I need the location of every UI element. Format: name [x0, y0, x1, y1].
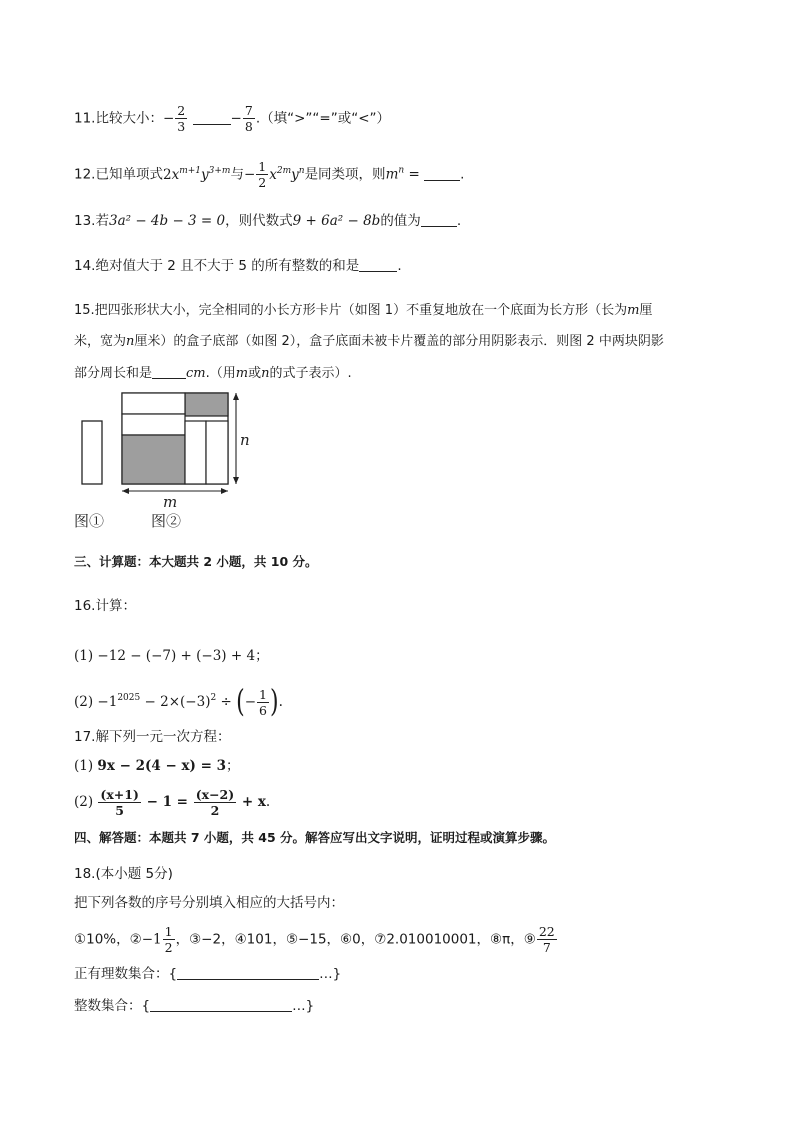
- q12-text: 是同类项，则: [304, 166, 386, 183]
- q11-fraction-2: [243, 104, 255, 133]
- q17-p1-label: (1): [74, 758, 94, 774]
- q11-f2-sign: −: [230, 110, 242, 127]
- q17-p1-end: ；: [226, 758, 240, 774]
- q15-line1-a: 15.把四张形状大小，完全相同的小长方形卡片（如图 1）不重复地放在一个底面为长方形（长为: [74, 303, 628, 318]
- q12-m1-yexp: 3+m: [208, 165, 231, 176]
- q18-item2-den: 2: [164, 940, 173, 956]
- q16-p1-end: ；: [255, 648, 269, 664]
- q15-line1-b: 厘: [639, 303, 653, 318]
- q14-end: .: [397, 258, 402, 274]
- question-13: [74, 215, 461, 229]
- fig2-shade-bottom-left: [122, 435, 185, 484]
- q13-expr-1: 3a² − 4b − 3 = 0: [108, 213, 226, 229]
- q15-line3-c: 或: [248, 366, 262, 381]
- q16-part-1: [74, 650, 269, 664]
- q11-f1-num: 2: [177, 103, 186, 118]
- q16-p2-label: (2): [74, 694, 94, 711]
- q18-item2-sign: −1: [141, 931, 162, 948]
- q11-f2-num: 7: [244, 103, 253, 118]
- q13-answer-blank[interactable]: [421, 225, 457, 227]
- q15-var-m-2: m: [235, 366, 249, 381]
- q16-p2-exp2: 2: [210, 693, 217, 704]
- q18-title: 18.(本小题 5分): [74, 866, 173, 882]
- m-label: m: [163, 493, 178, 511]
- q17-f1-den: 5: [115, 803, 124, 819]
- q13-expr-2: 9 + 6a² − 8b: [292, 213, 381, 229]
- q12-m1-x: x: [171, 166, 180, 183]
- q18-set2-label: 整数集合：{: [74, 998, 151, 1014]
- q18-set1-label: 正有理数集合：{: [74, 966, 178, 982]
- q12-ask-base: m: [385, 166, 399, 183]
- q16-p2-end: .: [278, 694, 283, 711]
- question-15-line-2: [74, 335, 664, 348]
- m-arrow-left: [122, 488, 129, 494]
- q17-p2-tail: + x: [237, 794, 266, 811]
- q17-f1-num: (x+1): [100, 787, 139, 802]
- question-14: [74, 260, 402, 274]
- fig2-shade-top-right: [185, 393, 228, 416]
- q14-answer-blank[interactable]: [359, 270, 397, 272]
- q18-items-b: ，③−2，④101，⑤−15，⑥0，⑦2.010010001，⑧π，⑨: [175, 931, 536, 948]
- n-arrow-bottom: [233, 477, 239, 484]
- q15-var-m: m: [627, 303, 640, 318]
- q16-p2-a: −1: [97, 694, 118, 711]
- q18-set1-blank[interactable]: [177, 978, 319, 980]
- q18-number-list: [74, 925, 558, 954]
- q17-fraction-1: [98, 788, 140, 817]
- q15-line3-a: 部分周长和是: [74, 366, 153, 381]
- section-4-heading: 四、解答题：本题共 7 小题，共 45 分。解答应写出文字说明，证明过程或演算步骤。: [74, 830, 556, 845]
- q12-m1-xexp: m+1: [179, 165, 202, 176]
- q12-monomial-2: [269, 167, 304, 183]
- q12-mid: 与: [230, 166, 244, 183]
- n-label: n: [240, 431, 250, 449]
- q16-p1-label: (1): [74, 648, 94, 664]
- q17-part-1: [74, 760, 240, 774]
- q14-text: 14.绝对值大于 2 且不大于 5 的所有整数的和是: [74, 258, 360, 274]
- fig2-card-second: [122, 414, 185, 435]
- fig2-card-vert-1: [185, 421, 206, 484]
- q16-frac-den: 6: [259, 703, 267, 719]
- q15-var-n-2: n: [261, 366, 270, 381]
- q15-line2-a: 米，宽为: [74, 334, 127, 349]
- q16-p2-b: − 2×: [140, 694, 181, 711]
- q15-unit: cm: [186, 366, 206, 381]
- q18-instruction: 把下列各数的序号分别填入相应的大括号内：: [74, 895, 344, 911]
- q15-figure: [70, 388, 270, 533]
- q12-frac-den: 2: [258, 175, 267, 191]
- q18-item2-num: 1: [164, 924, 173, 939]
- q17-p2-end: .: [265, 794, 271, 811]
- question-11: [74, 104, 390, 133]
- q12-m1-coef: 2: [162, 166, 172, 183]
- n-arrow-top: [233, 393, 239, 400]
- q12-answer-blank[interactable]: [424, 179, 460, 181]
- q15-line3-d: 的式子表示）.: [269, 366, 352, 381]
- q16-part-2: [74, 684, 283, 720]
- q17-p2-mid: − 1 =: [141, 794, 193, 811]
- q16-p2-d: ÷: [216, 694, 237, 711]
- q18-items-a: ①10%，②: [74, 931, 142, 948]
- q16-p2-exp: 2025: [117, 693, 141, 704]
- q16-frac-num: 1: [259, 687, 267, 702]
- q12-monomial-1: [163, 167, 230, 183]
- q15-var-n: n: [126, 334, 135, 349]
- q12-end: .: [460, 166, 465, 183]
- q11-prefix: 11.比较大小：: [74, 110, 163, 127]
- q18-item2-fraction: [163, 925, 175, 954]
- q17-title: 17.解下列一元一次方程：: [74, 729, 231, 745]
- q17-f2-den: 2: [210, 803, 220, 819]
- q18-set-integer: [74, 1000, 314, 1014]
- q12-fraction: [256, 160, 268, 189]
- fig1-caption: 图①: [74, 512, 105, 530]
- q17-f2-num: (x−2): [195, 787, 235, 802]
- q12-ask-exp: n: [398, 165, 405, 176]
- q11-f1-sign: −: [162, 110, 175, 127]
- q12-m2-yexp: n: [298, 165, 305, 176]
- q18-set2-end: …}: [292, 998, 315, 1014]
- q12-m2-xexp: 2m: [276, 165, 292, 176]
- q18-item9-num: 22: [538, 924, 555, 939]
- q15-line2-b: 厘米）的盒子底部（如图 2），盒子底面未被卡片覆盖的部分用阴影表示．则图 2 中两块阴影: [134, 334, 664, 349]
- q16-title: 16.计算：: [74, 598, 136, 614]
- q13-end: .: [456, 213, 462, 229]
- q12-m2-x: x: [269, 166, 277, 183]
- q16-p2-c: (−3): [180, 694, 211, 711]
- fig1-card: [82, 421, 102, 484]
- question-15-line-3: [74, 367, 352, 380]
- q11-fraction-1: [175, 104, 187, 133]
- q12-frac-sign: −: [243, 166, 256, 183]
- q18-item9-fraction: [537, 925, 557, 954]
- q17-part-2: [74, 788, 270, 817]
- fig2-card-top: [122, 393, 185, 414]
- q13-suffix: 的值为: [380, 213, 421, 229]
- q18-set2-blank[interactable]: [150, 1010, 292, 1012]
- q16-p1-expr: −12 − (−7) + (−3) + 4: [97, 648, 256, 664]
- q15-answer-blank[interactable]: [152, 377, 186, 379]
- q12-frac-num: 1: [258, 159, 267, 174]
- question-15-line-1: [74, 304, 652, 317]
- q12-m2-y: y: [291, 166, 299, 183]
- q13-mid: ，则代数式: [225, 213, 293, 229]
- q18-item9-den: 7: [542, 940, 551, 956]
- q16-frac-sign: −: [244, 694, 257, 711]
- q11-f2-den: 8: [244, 119, 253, 135]
- q18-set1-end: …}: [319, 966, 342, 982]
- fig2-caption: 图②: [151, 512, 182, 530]
- q17-p2-label: (2): [74, 794, 94, 811]
- question-12: [74, 160, 464, 189]
- q11-f1-den: 3: [177, 119, 186, 135]
- fig2-card-vert-2: [206, 421, 228, 484]
- q17-fraction-2: [194, 788, 236, 817]
- q16-paren-close: ): [269, 684, 279, 720]
- q16-paren-open: (: [236, 684, 245, 720]
- m-arrow-right: [221, 488, 228, 494]
- section-3-heading: 三、计算题：本大题共 2 小题，共 10 分。: [74, 554, 318, 569]
- q12-m1-y: y: [201, 166, 209, 183]
- q13-prefix: 13.若: [74, 213, 109, 229]
- q16-fraction: [257, 688, 269, 717]
- q11-suffix: .（填“>”“=”或“<”）: [255, 110, 391, 127]
- q12-eq: =: [404, 166, 425, 183]
- q15-line3-b: .（用: [205, 366, 236, 381]
- q18-set-positive-rational: [74, 968, 341, 982]
- q11-answer-blank[interactable]: [193, 123, 231, 125]
- q17-p1-expr: 9x − 2(4 − x) = 3: [97, 758, 227, 774]
- q12-prefix: 12.已知单项式: [74, 166, 163, 183]
